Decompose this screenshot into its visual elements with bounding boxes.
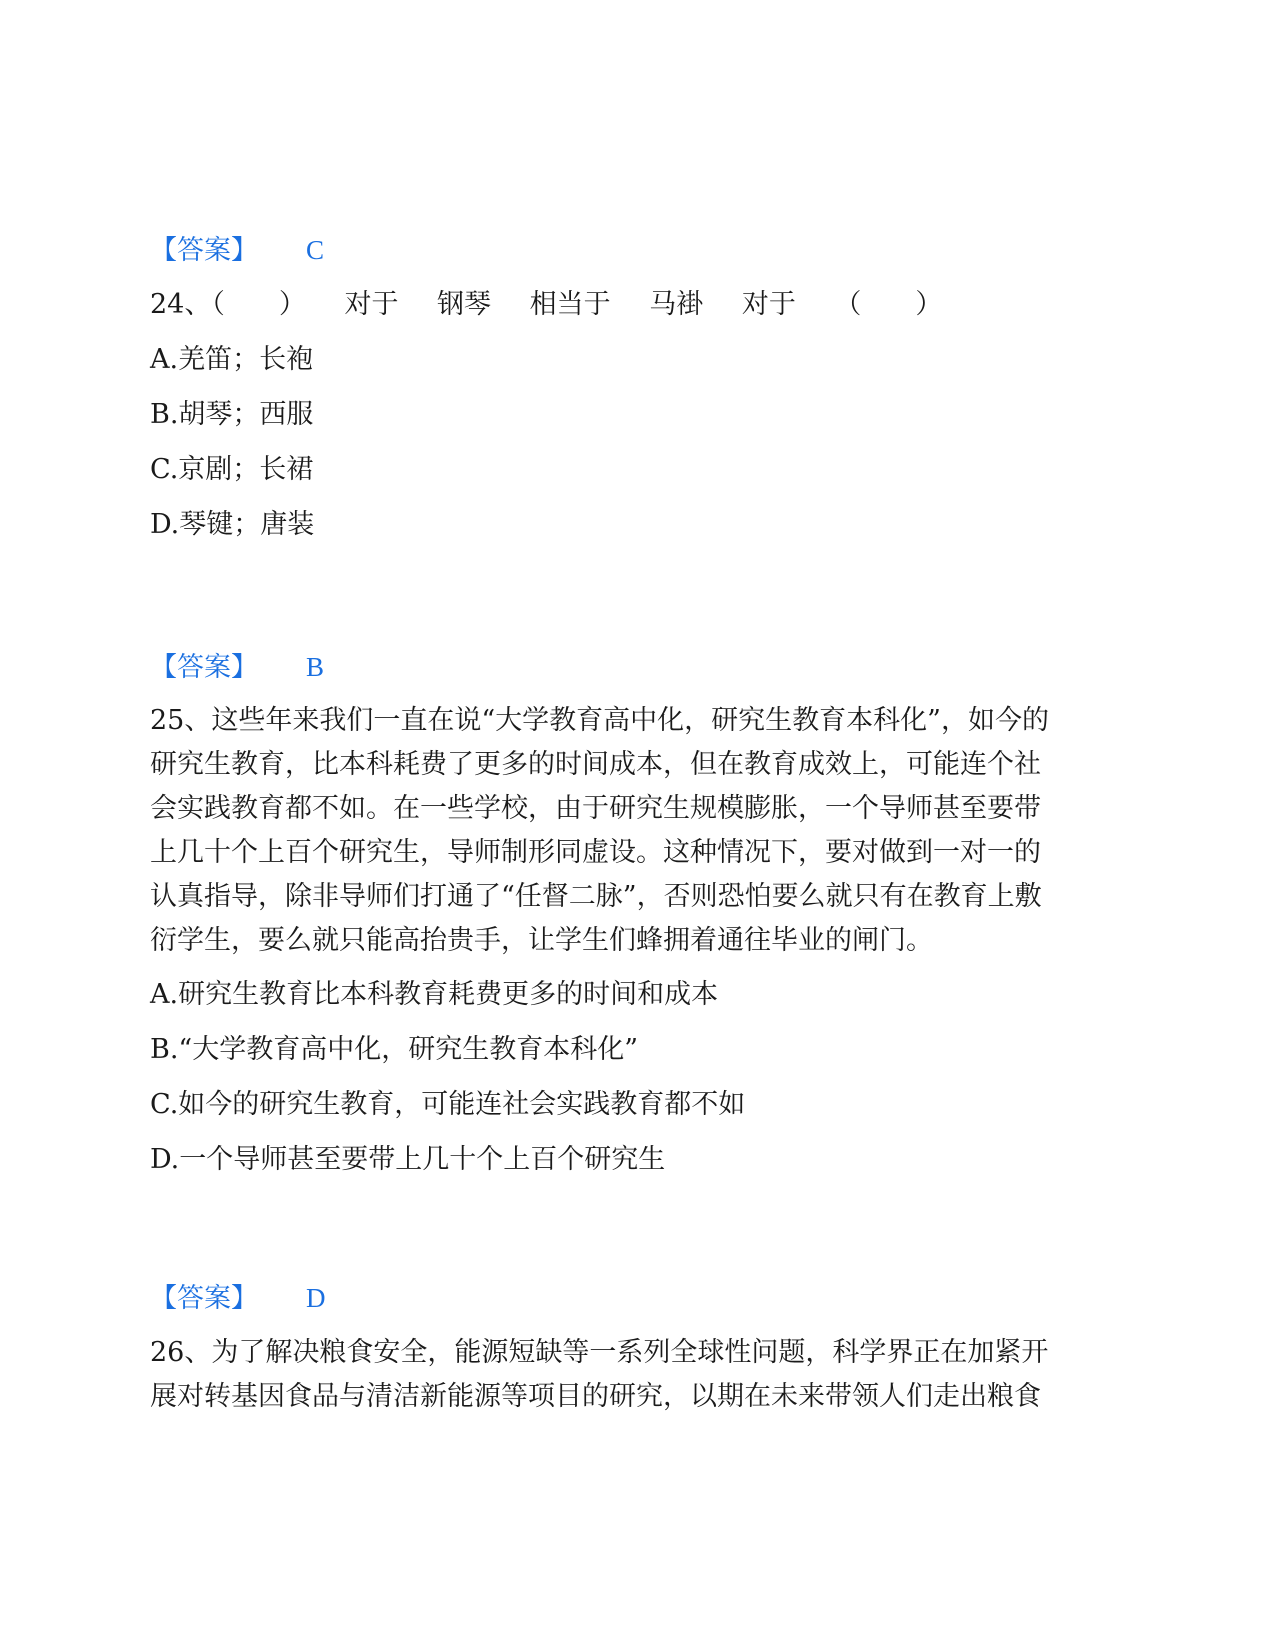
stem-part: 24、（ ） [150, 289, 306, 320]
answer-value: C [306, 235, 325, 265]
question-25-option-b: B.“大学教育高中化，研究生教育本科化” [150, 1034, 639, 1065]
stem-part: 对于 [344, 289, 399, 320]
stem-part: 对于 [741, 289, 796, 320]
question-24-stem [150, 282, 972, 328]
question-26-line: 展对转基因食品与清洁新能源等项目的研究，以期在未来带领人们走出粮食 [150, 1381, 1041, 1412]
question-24-option-c: C.京剧；长裙 [150, 454, 314, 485]
question-25-line: 上几十个上百个研究生，导师制形同虚设。这种情况下，要对做到一对一的 [150, 837, 1041, 868]
stem-part: （ ） [834, 289, 943, 320]
stem-part: 马褂 [649, 289, 704, 320]
answer-label: 【答案】 [150, 652, 258, 683]
question-25-option-d: D.一个导师甚至要带上几十个上百个研究生 [150, 1144, 666, 1175]
answer-25 [150, 1278, 326, 1319]
answer-24 [150, 647, 324, 688]
question-25-option-a: A.研究生教育比本科教育耗费更多的时间和成本 [150, 979, 719, 1010]
answer-label: 【答案】 [150, 1283, 258, 1314]
question-25-line: 25、这些年来我们一直在说“大学教育高中化，研究生教育本科化”，如今的 [150, 705, 1049, 736]
answer-23 [150, 230, 324, 271]
question-26-line: 26、为了解决粮食安全，能源短缺等一系列全球性问题，科学界正在加紧开 [150, 1337, 1049, 1368]
question-24-option-d: D.琴键；唐装 [150, 509, 315, 540]
answer-value: D [306, 1283, 326, 1313]
question-24-option-a: A.羌笛；长袍 [150, 344, 314, 375]
question-25-line: 会实践教育都不如。在一些学校，由于研究生规模膨胀，一个导师甚至要带 [150, 793, 1041, 824]
question-24-option-b: B.胡琴；西服 [150, 399, 314, 430]
answer-value: B [306, 652, 325, 682]
question-25-option-c: C.如今的研究生教育，可能连社会实践教育都不如 [150, 1089, 746, 1120]
stem-part: 钢琴 [437, 289, 492, 320]
stem-part: 相当于 [529, 289, 611, 320]
answer-label: 【答案】 [150, 235, 258, 266]
question-25-line: 认真指导，除非导师们打通了“任督二脉”，否则恐怕要么就只有在教育上敷 [150, 881, 1042, 912]
question-25-line: 研究生教育，比本科耗费了更多的时间成本，但在教育成效上，可能连个社 [150, 749, 1041, 780]
question-25-line: 衍学生，要么就只能高抬贵手，让学生们蜂拥着通往毕业的闸门。 [150, 925, 933, 956]
